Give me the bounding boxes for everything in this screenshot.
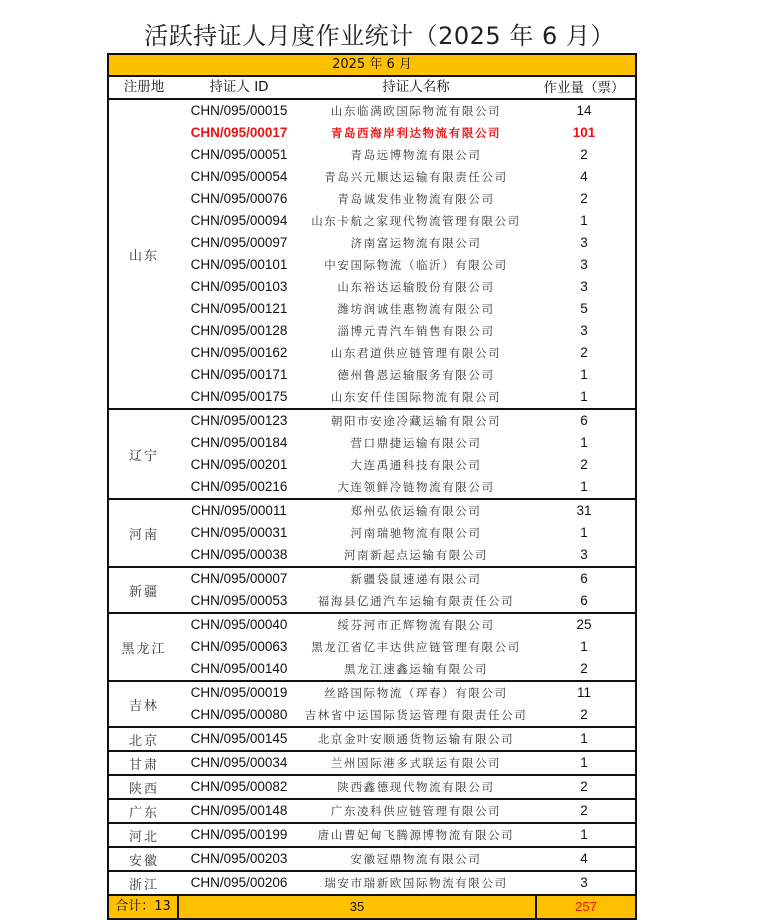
holder-name-cell: 山东君道供应链管理有限公司 <box>330 346 502 360</box>
table-row <box>179 210 635 232</box>
holder-id-cell: CHN/095/00051 <box>190 147 288 162</box>
work-count-cell: 5 <box>580 301 588 316</box>
table-row <box>179 254 635 276</box>
holder-id-cell: CHN/095/00007 <box>190 571 288 586</box>
work-count-cell: 1 <box>580 213 588 228</box>
holder-id-cell: CHN/095/00199 <box>190 827 288 842</box>
holder-id-cell: CHN/095/00184 <box>190 435 288 450</box>
table-row <box>179 276 635 298</box>
holder-id-cell: CHN/095/00203 <box>190 851 288 866</box>
region-group <box>109 872 635 896</box>
holder-name-cell: 青岛西海岸利达物流有限公司 <box>330 126 502 140</box>
holder-name-cell: 兰州国际港多式联运有限公司 <box>330 756 502 770</box>
table-row <box>179 824 635 846</box>
holder-id-cell: CHN/095/00206 <box>190 875 288 890</box>
holder-name-cell: 大连禹通科技有限公司 <box>350 458 482 472</box>
holder-name-cell: 黑龙江省亿丰达供应链管理有限公司 <box>311 640 521 654</box>
holder-id-cell: CHN/095/00145 <box>190 731 288 746</box>
holder-name-cell: 北京金叶安顺通货物运输有限公司 <box>317 732 515 746</box>
holder-id-cell: CHN/095/00015 <box>190 103 288 118</box>
holder-name-cell: 瑞安市瑞新欧国际物流有限公司 <box>324 876 508 890</box>
region-cell: 安徽 <box>128 853 159 869</box>
region-group <box>109 824 635 848</box>
table-row <box>179 544 635 566</box>
holder-id-cell: CHN/095/00103 <box>190 279 288 294</box>
table-row <box>179 166 635 188</box>
holder-name-cell: 青岛诚发伟业物流有限公司 <box>337 192 495 206</box>
table-row <box>179 872 635 894</box>
holder-id-cell: CHN/095/00034 <box>190 755 288 770</box>
table-row <box>179 342 635 364</box>
holder-name-cell: 安徽冠鼎物流有限公司 <box>350 852 482 866</box>
work-count-cell: 1 <box>580 367 588 382</box>
holder-name-cell: 山东卡航之家现代物流管理有限公司 <box>311 214 521 228</box>
holder-id-cell: CHN/095/00080 <box>190 707 288 722</box>
holder-name-cell: 潍坊润诚佳惠物流有限公司 <box>337 302 495 316</box>
work-count-cell: 1 <box>580 479 588 494</box>
region-group <box>109 848 635 872</box>
region-group <box>109 752 635 776</box>
header-id: 持证人 ID <box>209 79 269 95</box>
work-count-cell: 3 <box>580 323 588 338</box>
table-body <box>109 100 635 896</box>
table-row <box>179 364 635 386</box>
table-row <box>179 728 635 750</box>
statistics-table <box>107 53 637 920</box>
work-count-cell: 31 <box>576 503 592 518</box>
table-row <box>179 476 635 498</box>
holder-id-cell: CHN/095/00148 <box>190 803 288 818</box>
holder-name-cell: 丝路国际物流（珲春）有限公司 <box>324 686 508 700</box>
table-row <box>179 144 635 166</box>
region-group <box>109 728 635 752</box>
work-count-cell: 2 <box>580 147 588 162</box>
holder-name-cell: 新疆袋鼠速递有限公司 <box>350 572 482 586</box>
work-count-cell: 2 <box>580 661 588 676</box>
holder-name-cell: 中安国际物流（临沂）有限公司 <box>324 258 508 272</box>
region-group <box>109 614 635 682</box>
table-row <box>179 800 635 822</box>
region-cell: 辽宁 <box>128 448 159 464</box>
region-group <box>109 500 635 568</box>
holder-name-cell: 大连领鲜冷链物流有限公司 <box>337 480 495 494</box>
table-row <box>179 568 635 590</box>
holder-name-cell: 陕西鑫德现代物流有限公司 <box>337 780 495 794</box>
table-row <box>179 848 635 870</box>
work-count-cell: 6 <box>580 413 588 428</box>
holder-id-cell: CHN/095/00076 <box>190 191 288 206</box>
holder-id-cell: CHN/095/00175 <box>190 389 288 404</box>
holder-id-cell: CHN/095/00171 <box>190 367 288 382</box>
table-row <box>179 704 635 726</box>
work-count-cell: 6 <box>580 571 588 586</box>
table-row <box>179 590 635 612</box>
work-count-cell: 2 <box>580 457 588 472</box>
holder-name-cell: 黑龙江速鑫运输有限公司 <box>343 662 489 676</box>
table-row <box>179 410 635 432</box>
work-count-cell: 1 <box>580 525 588 540</box>
table-row <box>179 636 635 658</box>
holder-name-cell: 绥芬河市正辉物流有限公司 <box>337 618 495 632</box>
work-count-cell: 3 <box>580 235 588 250</box>
holder-name-cell: 德州鲁恩运输服务有限公司 <box>337 368 495 382</box>
holder-id-cell: CHN/095/00011 <box>191 503 287 518</box>
region-cell: 北京 <box>128 733 159 749</box>
work-count-cell: 101 <box>572 125 596 140</box>
table-row <box>179 614 635 636</box>
work-count-cell: 2 <box>580 191 588 206</box>
holder-id-cell: CHN/095/00082 <box>190 779 288 794</box>
table-row <box>179 432 635 454</box>
holder-name-cell: 唐山曹妃甸飞腾源博物流有限公司 <box>317 828 515 842</box>
table-row <box>179 100 635 122</box>
region-cell: 浙江 <box>128 877 159 893</box>
work-count-cell: 14 <box>576 103 592 118</box>
table-row <box>179 298 635 320</box>
work-count-cell: 3 <box>580 875 588 890</box>
region-cell: 甘肃 <box>128 757 159 773</box>
holder-id-cell: CHN/095/00201 <box>190 457 288 472</box>
footer-holder-count: 35 <box>179 896 537 918</box>
table-row <box>179 454 635 476</box>
region-group <box>109 682 635 728</box>
holder-id-cell: CHN/095/00094 <box>190 213 288 228</box>
region-cell: 陕西 <box>128 781 159 797</box>
holder-id-cell: CHN/095/00097 <box>190 235 288 250</box>
month-header: 2025 年 6 月 <box>109 55 635 77</box>
holder-id-cell: CHN/095/00038 <box>190 547 288 562</box>
work-count-cell: 2 <box>580 779 588 794</box>
work-count-cell: 4 <box>580 851 588 866</box>
region-group <box>109 568 635 614</box>
work-count-cell: 3 <box>580 279 588 294</box>
region-group <box>109 776 635 800</box>
holder-name-cell: 郑州弘依运输有限公司 <box>350 504 482 518</box>
holder-id-cell: CHN/095/00128 <box>190 323 288 338</box>
table-row <box>179 752 635 774</box>
holder-id-cell: CHN/095/00123 <box>190 413 288 428</box>
holder-name-cell: 河南新起点运输有限公司 <box>343 548 489 562</box>
region-cell: 河南 <box>128 527 159 543</box>
holder-name-cell: 营口鼎捷运输有限公司 <box>350 436 482 450</box>
table-row <box>179 500 635 522</box>
region-cell: 黑龙江 <box>121 641 167 657</box>
holder-name-cell: 朝阳市安途冷藏运输有限公司 <box>330 414 502 428</box>
work-count-cell: 25 <box>576 617 592 632</box>
page-title: 活跃持证人月度作业统计（2025 年 6 月） <box>144 22 615 50</box>
work-count-cell: 1 <box>580 435 588 450</box>
holder-id-cell: CHN/095/00101 <box>190 257 288 272</box>
work-count-cell: 6 <box>580 593 588 608</box>
header-count: 作业量（票） <box>543 80 625 95</box>
work-count-cell: 1 <box>580 639 588 654</box>
holder-name-cell: 福海县亿通汽车运输有限责任公司 <box>317 594 515 608</box>
region-cell: 山东 <box>128 248 159 264</box>
region-group <box>109 410 635 500</box>
work-count-cell: 1 <box>580 827 588 842</box>
table-row <box>179 682 635 704</box>
holder-id-cell: CHN/095/00017 <box>190 125 288 140</box>
work-count-cell: 11 <box>576 685 591 700</box>
holder-id-cell: CHN/095/00063 <box>190 639 288 654</box>
table-row <box>179 122 635 144</box>
column-header-row <box>109 77 635 100</box>
region-cell: 新疆 <box>128 584 159 600</box>
region-group <box>109 100 635 410</box>
holder-name-cell: 济南富运物流有限公司 <box>350 236 482 250</box>
table-row <box>179 320 635 342</box>
holder-id-cell: CHN/095/00216 <box>190 479 288 494</box>
holder-id-cell: CHN/095/00019 <box>190 685 288 700</box>
table-row <box>179 188 635 210</box>
holder-name-cell: 山东安仟佳国际物流有限公司 <box>330 390 502 404</box>
holder-id-cell: CHN/095/00031 <box>190 525 288 540</box>
region-cell: 广东 <box>128 805 159 821</box>
table-row <box>179 232 635 254</box>
holder-id-cell: CHN/095/00140 <box>190 661 288 676</box>
work-count-cell: 4 <box>580 169 588 184</box>
header-name: 持证人名称 <box>382 79 450 95</box>
holder-id-cell: CHN/095/00054 <box>190 169 288 184</box>
holder-name-cell: 青岛远博物流有限公司 <box>350 148 482 162</box>
holder-name-cell: 河南瑞驰物流有限公司 <box>350 526 482 540</box>
holder-id-cell: CHN/095/00040 <box>190 617 288 632</box>
work-count-cell: 3 <box>580 547 588 562</box>
holder-name-cell: 广东凌科供应链管理有限公司 <box>330 804 502 818</box>
work-count-cell: 3 <box>580 257 588 272</box>
work-count-cell: 1 <box>580 389 588 404</box>
holder-id-cell: CHN/095/00162 <box>190 345 288 360</box>
region-group <box>109 800 635 824</box>
region-cell: 河北 <box>128 829 159 845</box>
work-count-cell: 2 <box>580 707 588 722</box>
table-row <box>179 658 635 680</box>
work-count-cell: 1 <box>580 755 588 770</box>
footer-row <box>109 896 635 918</box>
work-count-cell: 2 <box>580 345 588 360</box>
table-row <box>179 776 635 798</box>
work-count-cell: 2 <box>580 803 588 818</box>
holder-id-cell: CHN/095/00053 <box>190 593 288 608</box>
holder-name-cell: 吉林省中运国际货运管理有限责任公司 <box>304 708 528 722</box>
footer-total-count: 257 <box>575 899 597 914</box>
work-count-cell: 1 <box>580 731 588 746</box>
holder-name-cell: 青岛兴元顺达运输有限责任公司 <box>324 170 508 184</box>
holder-id-cell: CHN/095/00121 <box>190 301 288 316</box>
header-region: 注册地 <box>123 79 165 95</box>
footer-total-label: 合计：13 <box>109 896 179 918</box>
table-row <box>179 522 635 544</box>
region-cell: 吉林 <box>128 698 159 714</box>
holder-name-cell: 山东临满欧国际物流有限公司 <box>330 104 502 118</box>
holder-name-cell: 淄博元青汽车销售有限公司 <box>337 324 495 338</box>
table-row <box>179 386 635 408</box>
holder-name-cell: 山东裕达运输股份有限公司 <box>337 280 495 294</box>
